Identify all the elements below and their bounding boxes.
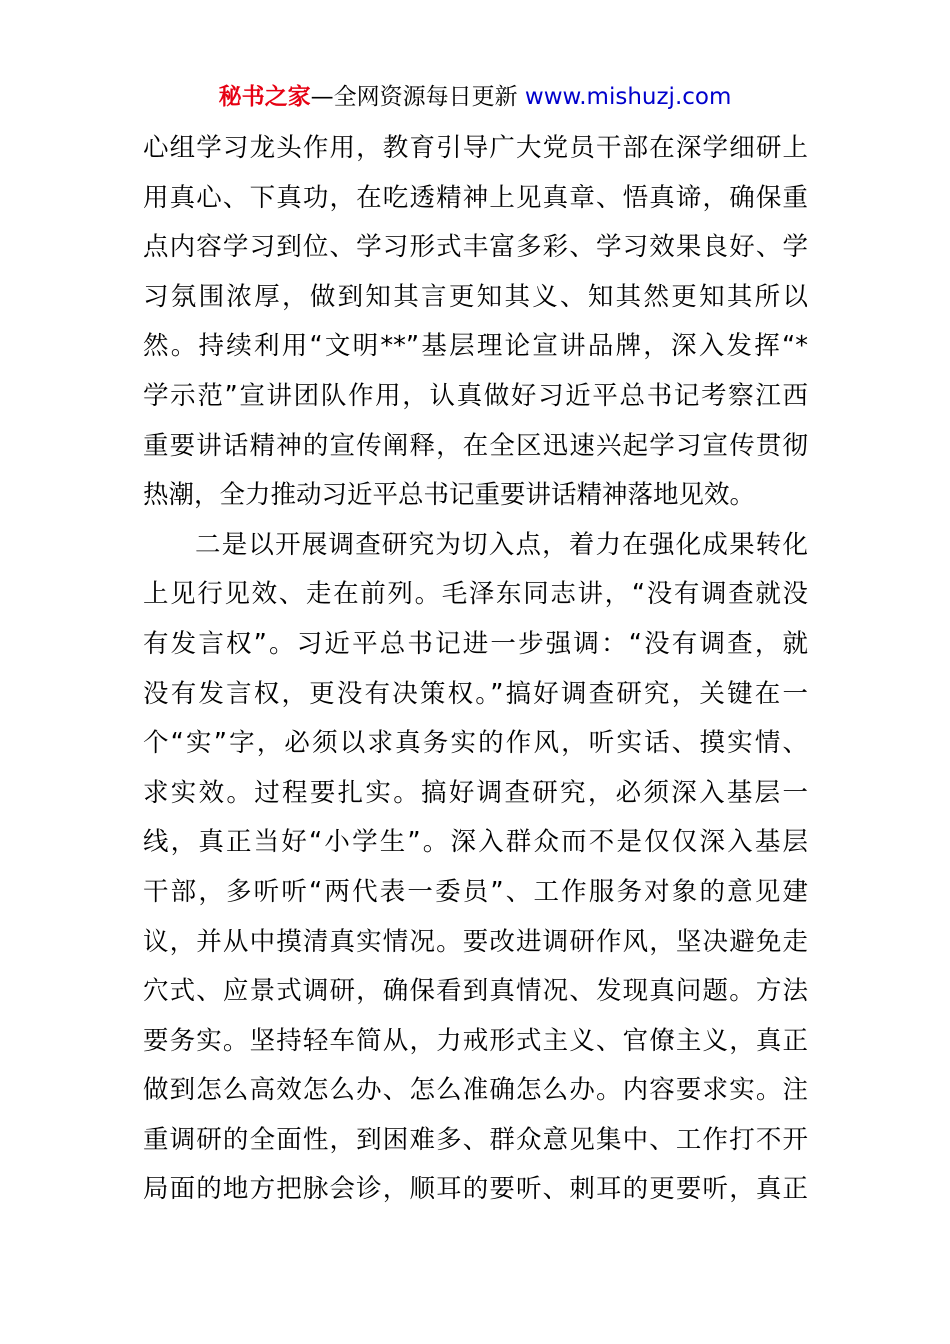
brand-name: 秘书之家	[218, 84, 311, 110]
text-line: 上见行见效、走在前列。毛泽东同志讲，“没有调查就没	[143, 579, 808, 610]
text-line: 议，并从中摸清真实情况。要改进调研作风，坚决避免走	[143, 926, 808, 957]
paragraph-first-line: 二是以开展调查研究为切入点，着力在强化成果转化	[195, 529, 808, 560]
page-header	[0, 82, 950, 112]
text-line: 心组学习龙头作用，教育引导广大党员干部在深学细研上	[143, 133, 808, 163]
text-line: 要务实。坚持轻车简从，力戒形式主义、官僚主义，真正	[143, 1025, 808, 1056]
site-url-link[interactable]: www.mishuzj.com	[524, 84, 732, 110]
text-line: 求实效。过程要扎实。搞好调查研究，必须深入基层一	[143, 777, 808, 808]
text-line: 没有发言权，更没有决策权。”搞好调查研究，关键在一	[143, 678, 808, 709]
text-line: 线，真正当好“小学生”。深入群众而不是仅仅深入基层	[143, 827, 808, 858]
header-tagline: —全网资源每日更新	[310, 84, 525, 110]
paragraph-last-line: 热潮，全力推动习近平总书记重要讲话精神落地见效。	[143, 480, 756, 511]
text-line: 重调研的全面性，到困难多、群众意见集中、工作打不开	[143, 1124, 808, 1155]
text-line: 重要讲话精神的宣传阐释，在全区迅速兴起学习宣传贯彻	[143, 430, 808, 461]
text-line: 习氛围浓厚，做到知其言更知其义、知其然更知其所以	[143, 281, 808, 312]
text-line: 学示范”宣讲团队作用，认真做好习近平总书记考察江西	[143, 380, 808, 411]
text-line: 穴式、应景式调研，确保看到真情况、发现真问题。方法	[143, 976, 808, 1007]
text-line: 用真心、下真功，在吃透精神上见真章、悟真谛，确保重	[143, 182, 808, 213]
text-line: 干部，多听听“两代表一委员”、工作服务对象的意见建	[143, 876, 808, 907]
text-line: 然。持续利用“文明**”基层理论宣讲品牌，深入发挥“*	[143, 331, 808, 362]
text-line: 有发言权”。习近平总书记进一步强调：“没有调查，就	[143, 628, 808, 659]
text-line: 做到怎么高效怎么办、怎么准确怎么办。内容要求实。注	[143, 1075, 808, 1106]
document-body	[143, 124, 808, 1215]
text-line: 局面的地方把脉会诊，顺耳的要听、刺耳的更要听，真正	[143, 1174, 808, 1205]
text-line: 个“实”字，必须以求真务实的作风，听实话、摸实情、	[143, 728, 808, 759]
text-line: 点内容学习到位、学习形式丰富多彩、学习效果良好、学	[143, 232, 808, 263]
